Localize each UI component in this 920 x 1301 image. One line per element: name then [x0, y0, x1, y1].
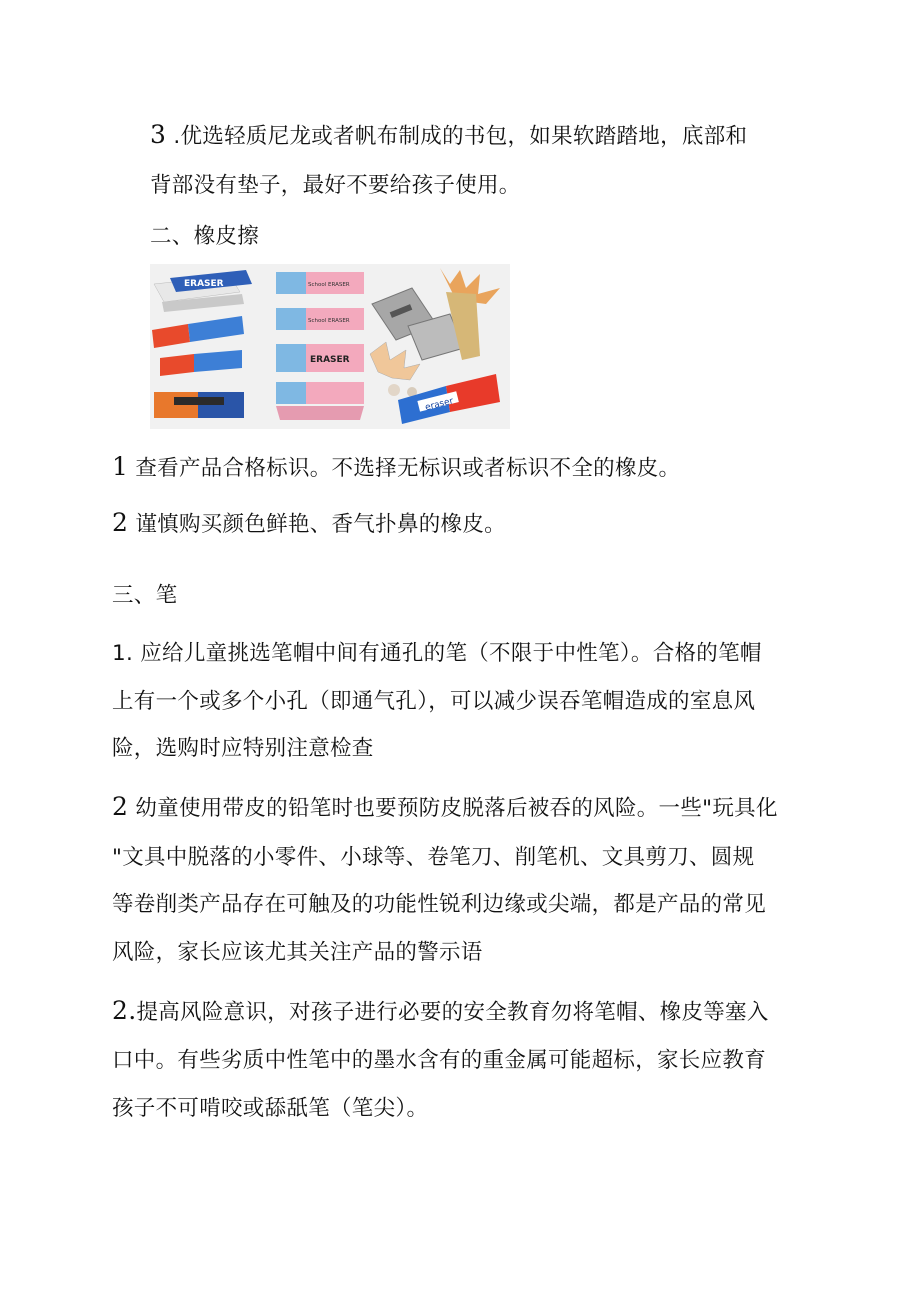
eraser-label-4: ERASER: [310, 355, 350, 365]
eraser-label-1: ERASER: [184, 279, 224, 289]
pen-item-3-line-2: 口中。有些劣质中性笔中的墨水含有的重金属可能超标，家长应教育: [112, 1048, 767, 1073]
eraser-label-2: School ERASER: [308, 282, 350, 288]
eraser-label-3: School ERASER: [308, 318, 350, 324]
eraser-item-2: 2 谨慎购买颜色鲜艳、香气扑鼻的橡皮。: [112, 508, 506, 537]
pen-item-2-line-4: 风险，家长应该尤其关注产品的警示语: [112, 940, 483, 965]
pen-item-3-number: 2.: [112, 996, 137, 1025]
eraser-pink-blue-2: [276, 308, 364, 330]
bag-item-3-number: 3: [150, 120, 167, 149]
eraser-pink-blue-4: [276, 382, 364, 420]
eraser-label-5: eraser: [424, 396, 455, 414]
pen-section-heading: 三、笔: [112, 583, 178, 608]
eraser-item-1: 1 查看产品合格标识。不选择无标识或者标识不全的橡皮。: [112, 452, 681, 481]
bag-item-3-line-1: 3 .优选轻质尼龙或者帆布制成的书包，如果软踏踏地，底部和: [150, 120, 748, 149]
bag-item-3-line-2: 背部没有垫子，最好不要给孩子使用。: [150, 173, 521, 198]
eraser-item-2-number: 2: [112, 508, 129, 537]
pen-item-3-line-3: 孩子不可啃咬或舔舐笔（笔尖）。: [112, 1096, 429, 1121]
pen-item-2-line-3: 等卷削类产品存在可触及的功能性锐利边缘或尖端，都是产品的常见: [112, 892, 767, 917]
pen-item-2-line-2: "文具中脱落的小零件、小球等、卷笔刀、削笔机、文具剪刀、圆规: [112, 845, 755, 870]
eraser-pink-blue-3: [276, 344, 364, 372]
eraser-pink-blue-1: [276, 272, 364, 294]
eraser-section-heading: 二、橡皮擦: [150, 224, 260, 249]
eraser-orange: [154, 392, 244, 418]
pen-item-1-line-2: 上有一个或多个小孔（即通气孔），可以减少误吞笔帽造成的室息风: [112, 689, 756, 714]
eraser-photo: [150, 264, 510, 429]
pen-item-1-line-3: 险，选购时应特别注意检查: [112, 736, 374, 761]
pen-item-2-line-1: 2 幼童使用带皮的铅笔时也要预防皮脱落后被吞的风险。一些"玩具化: [112, 792, 778, 821]
pen-item-2-number: 2: [112, 792, 129, 821]
pen-item-1-line-1: 1. 应给儿童挑选笔帽中间有通孔的笔（不限于中性笔）。合格的笔帽: [112, 641, 762, 666]
pen-item-3-line-1: 2.提高风险意识，对孩子进行必要的安全教育勿将笔帽、橡皮等塞入: [112, 996, 769, 1025]
eraser-item-1-number: 1: [112, 452, 129, 481]
